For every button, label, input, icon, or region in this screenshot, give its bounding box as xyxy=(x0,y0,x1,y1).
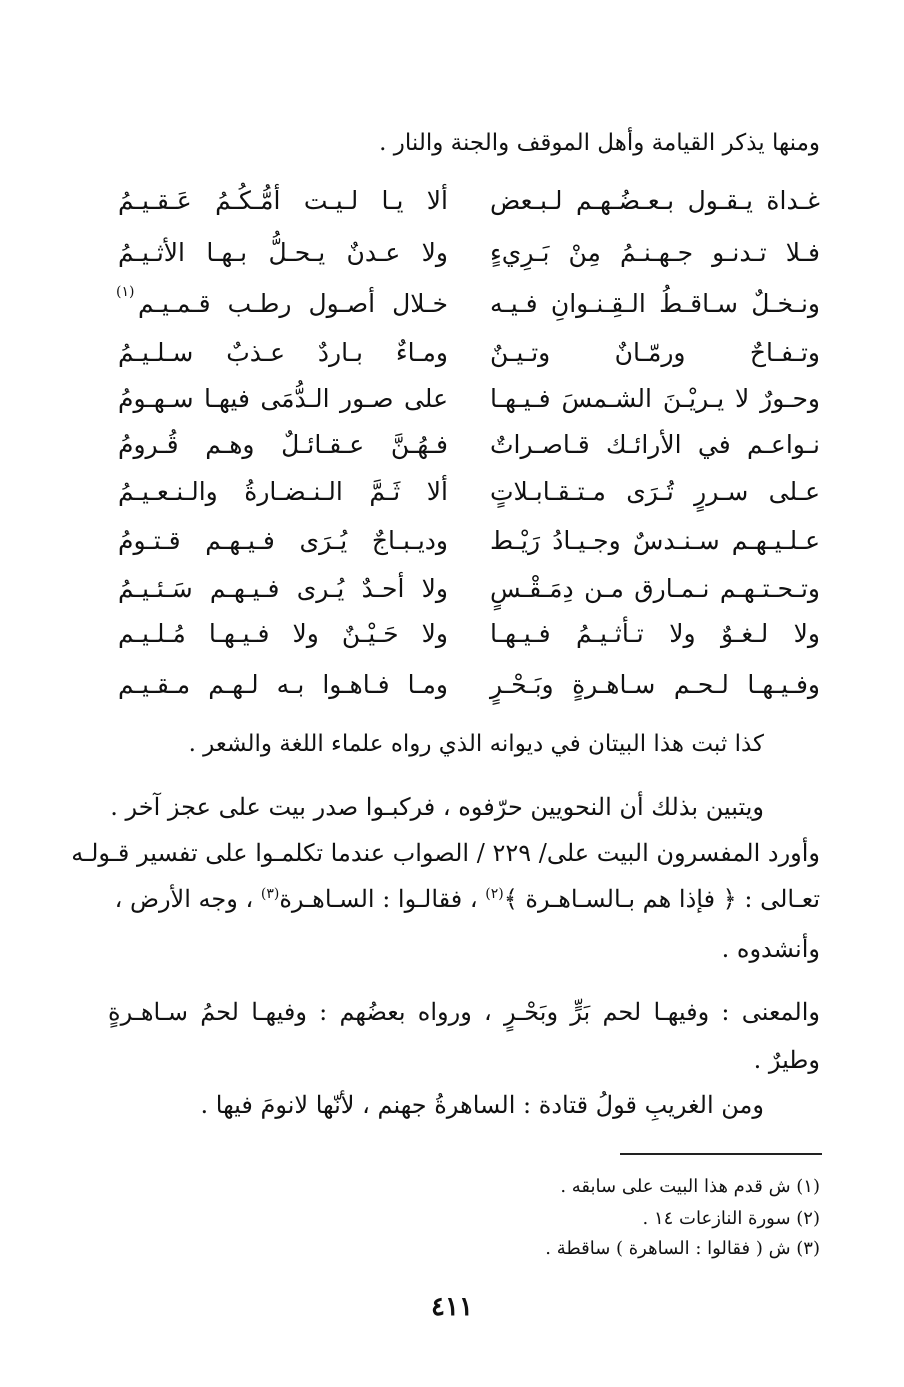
verse-9-first-hemistich: وتـحـتـهـم نـمـارق مـن دِمَـقْـسٍ xyxy=(490,574,820,603)
verse-5-second-hemistich: على صـور الـدُّمَى فيهـا سـهـومُ xyxy=(118,384,448,413)
intro-line: ومنها يذكر القيامة وأهل الموقف والجنة والنار . xyxy=(379,130,820,156)
verse-11-second-hemistich: ومـا فـاهـوا بـه لـهـم مـقـيـم xyxy=(118,670,448,699)
paragraph-2-line-2: وطيرٌ . xyxy=(753,1046,820,1074)
verse-11-first-hemistich: وفـيـهـا لـحـم سـاهـرةٍ وبَـحْـرٍ xyxy=(490,670,820,699)
verse-8-second-hemistich: وديـبـاجٌ يُـرَى فـيـهـم قـتـومُ xyxy=(118,526,448,555)
verse-6-first-hemistich: نـواعـم في الأرائـك قـاصـراتٌ xyxy=(490,430,820,459)
paragraph-1-line-3 xyxy=(115,882,820,916)
page-number: ٤١١ xyxy=(431,1292,473,1322)
verse-4-second-hemistich: ومـاءٌ بـاردٌ عـذبٌ سـلـيـمُ xyxy=(118,338,448,367)
paragraph-1-line-4: وأنشدوه . xyxy=(721,935,820,963)
paragraph-3: ومن الغريبِ قولُ قتادة : الساهرةُ جهنم ، لأنّها لانومَ فيها . xyxy=(200,1091,764,1119)
verse-7-second-hemistich: ألا ثَـمَّ الـنـضـارةُ والـنـعـيـمُ xyxy=(118,477,448,506)
verse-1-first-hemistich: غـداة يـقـول بـعـضُـهـم لـبـعض xyxy=(490,186,820,215)
paragraph-1-line-2: وأورد المفسرون البيت على/ ٢٢٩ / الصواب عندما تكلمـوا على تفسير قـولـه xyxy=(71,839,820,867)
footnote-marker-3: (٣) xyxy=(260,886,280,902)
verse-8-first-hemistich: عـلـيـهـم سـنـدسٌ وجـيـادُ رَيْـط xyxy=(490,526,820,555)
verse-10-second-hemistich: ولا حَـيْـنٌ ولا فـيـهـا مُـلـيـم xyxy=(118,619,448,648)
verse-6-second-hemistich: فـهُـنَّ عـقـائـلٌ وهـم قُـرومُ xyxy=(118,430,448,459)
verse-2-second-hemistich: ولا عـدنٌ يـحـلُّ بـهـا الأثـيـمُ xyxy=(118,238,448,267)
paragraph-1-line-3-mid: ، فقالـوا : السـاهـرة xyxy=(279,885,478,913)
verse-3-first-hemistich: ونـخـلٌ سـاقـطُ الـقِـنـوانِ فـيـه xyxy=(490,289,820,318)
footnote-marker-2: (٢) xyxy=(485,886,504,902)
quran-quote: تعـالى : ﴿ فإذا هم بـالسـاهـرة ﴾ xyxy=(503,885,820,913)
verse-1-second-hemistich: ألا يـا لـيـت أمُّـكُـمُ عَـقـيـمُ xyxy=(118,186,448,215)
footnote-3: (٣) ش ( فقالوا : الساهرة ) ساقطة . xyxy=(545,1238,820,1259)
paragraph-1-line-3-end: ، وجه الأرض ، xyxy=(114,885,254,913)
verse-5-first-hemistich: وحـورٌ لا يـريْـنَ الشـمسَ فـيـهـا xyxy=(490,384,820,413)
verse-9-second-hemistich: ولا أحـدٌ يُـرى فـيـهـم سَـئـيـمُ xyxy=(118,574,448,603)
footnote-2: (٢) سورة النازعات ١٤ . xyxy=(642,1208,820,1229)
verse-4-first-hemistich: وتـفـاحٌ ورمّـانٌ وتـيـنٌ xyxy=(490,338,820,367)
verse-10-first-hemistich: ولا لـغـوٌ ولا تـأثـيـمُ فـيـهـا xyxy=(490,619,820,648)
verse-2-first-hemistich: فـلا تـدنـو جـهـنـمُ مِنْ بَـرِيءٍ xyxy=(490,238,820,267)
verse-3-second-hemistich: خـلال أصـول رطـب قـمـيـم xyxy=(138,289,448,318)
footnote-1: (١) ش قدم هذا البيت على سابقه . xyxy=(560,1176,820,1197)
footnote-divider xyxy=(620,1153,822,1155)
verse-7-first-hemistich: عـلى سـررٍ تُـرَى مـتـقـابـلاتٍ xyxy=(490,477,820,506)
footnote-marker-1: (١) xyxy=(116,284,135,300)
paragraph-2-line-1: والمعنى : وفيهـا لحم بَرٍّ وبَحْـرٍ ، ورواه بعضُهم : وفيهـا لحمُ سـاهـرةٍ xyxy=(108,998,820,1026)
verses-source-note: كذا ثبت هذا البيتان في ديوانه الذي رواه علماء اللغة والشعر . xyxy=(188,731,764,757)
paragraph-1-line-1: ويتبين بذلك أن النحويين حرّفوه ، فركبـوا صدر بيت على عجز آخر . xyxy=(110,793,764,821)
